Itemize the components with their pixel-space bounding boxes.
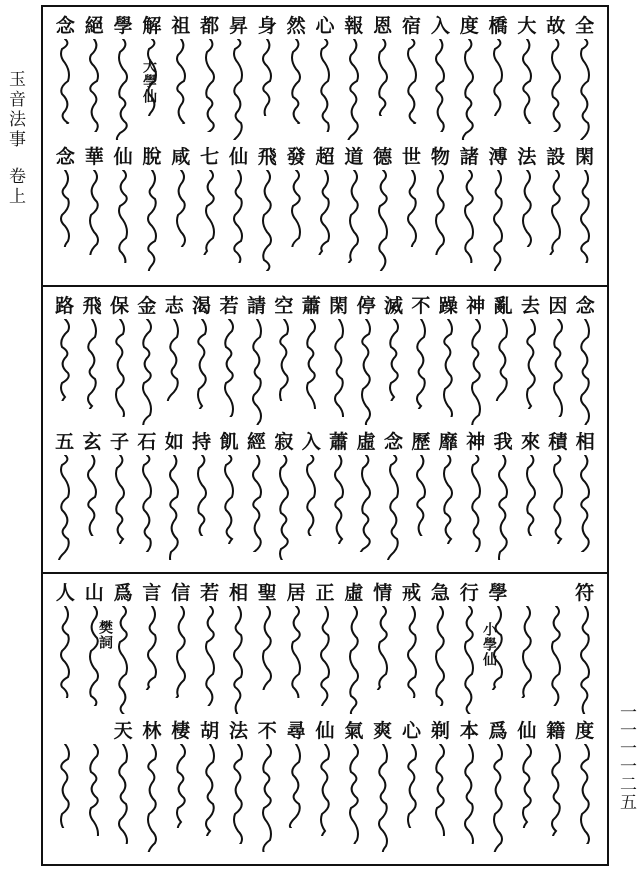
neume-mark — [356, 319, 376, 425]
neume-mark — [55, 606, 75, 698]
lyric-character: 度 — [575, 720, 595, 742]
lyric-character: 停 — [356, 295, 376, 317]
notation-column — [400, 582, 424, 858]
notation-column — [515, 15, 539, 277]
lyric-character: 法 — [517, 146, 537, 168]
lyric-character: 經 — [246, 430, 266, 453]
lyric-character: 念 — [55, 146, 75, 168]
lyric-character: 念 — [383, 430, 403, 453]
lyric-character: 脫 — [142, 146, 162, 168]
neume-mark — [137, 455, 157, 553]
neume-mark — [257, 744, 277, 852]
neume-mark — [466, 455, 486, 553]
lyric-character: 蕭 — [329, 430, 349, 453]
notation-column — [111, 582, 135, 858]
lyric-character: 祖 — [171, 15, 191, 37]
neume-mark — [430, 744, 450, 836]
lyric-character: 亂 — [493, 295, 513, 317]
neume-mark — [171, 170, 191, 247]
lyric-character: 入 — [301, 430, 321, 453]
neume-mark — [384, 319, 404, 401]
neume-mark — [575, 455, 595, 553]
neume-mark — [402, 39, 422, 124]
lyric-character: 我 — [493, 430, 513, 453]
neume-mark — [411, 319, 431, 409]
neume-mark — [459, 744, 479, 844]
neume-mark — [488, 606, 508, 690]
notation-column — [111, 15, 135, 277]
neume-mark — [356, 455, 376, 553]
neume-mark — [459, 170, 479, 263]
neume-mark — [110, 455, 130, 545]
lyric-character: 都 — [200, 15, 220, 37]
neume-mark — [402, 606, 422, 698]
neume-mark — [430, 606, 450, 706]
lyric-character: 石 — [137, 430, 157, 453]
notation-column — [82, 15, 106, 277]
neume-mark — [546, 170, 566, 255]
lyric-character: 心 — [402, 720, 422, 742]
neume-mark — [113, 744, 133, 844]
notation-column — [573, 582, 597, 858]
lyric-character: 本 — [459, 720, 479, 742]
neume-mark — [575, 39, 595, 140]
neume-mark — [257, 39, 277, 116]
lyric-character: 路 — [55, 295, 75, 317]
lyric-character: 棲 — [171, 720, 191, 742]
neume-mark — [459, 606, 479, 714]
lyric-character: 剃 — [430, 720, 450, 742]
lyric-character: 天 — [113, 720, 133, 742]
notation-column — [342, 582, 366, 858]
lyric-character: 急 — [430, 582, 450, 604]
neume-mark — [82, 455, 102, 537]
notation-column — [428, 15, 452, 277]
lyric-character: 學 — [488, 582, 508, 604]
lyric-character: 度 — [459, 15, 479, 37]
notation-column — [515, 582, 539, 858]
neume-mark — [142, 744, 162, 852]
margin-title — [6, 70, 23, 207]
neume-mark — [488, 744, 508, 852]
notation-column — [313, 15, 337, 277]
neume-mark — [438, 455, 458, 545]
notation-column — [53, 582, 77, 858]
lyric-character: 世 — [402, 146, 422, 168]
notation-column — [108, 295, 132, 566]
neume-mark — [286, 170, 306, 247]
neume-mark — [466, 319, 486, 425]
lyric-character: 積 — [548, 430, 568, 453]
neume-mark — [286, 39, 306, 124]
lyric-character: 戒 — [402, 582, 422, 604]
neume-mark — [315, 170, 335, 255]
lyric-character: 空 — [274, 295, 294, 317]
neume-mark — [344, 606, 364, 714]
neume-mark — [257, 606, 277, 690]
neume-mark — [488, 39, 508, 116]
lyric-character: 言 — [142, 582, 162, 604]
neume-mark — [228, 744, 248, 844]
neume-mark — [373, 170, 393, 271]
neume-mark — [517, 170, 537, 247]
neume-mark — [344, 39, 364, 140]
notation-column — [217, 295, 241, 566]
neume-mark — [546, 744, 566, 836]
neume-mark — [384, 455, 404, 561]
notation-column — [245, 295, 269, 566]
lyric-character: 飢 — [219, 430, 239, 453]
lyric-character: 仙 — [517, 720, 537, 742]
lyric-character: 寂 — [274, 430, 294, 453]
neume-mark — [488, 170, 508, 271]
lyric-character: 閑 — [575, 146, 595, 168]
lyric-character: 氣 — [344, 720, 364, 742]
neume-mark — [84, 39, 104, 132]
neume-mark — [200, 606, 220, 706]
lyric-character: 仙 — [113, 146, 133, 168]
notation-column — [491, 295, 515, 566]
lyric-character: 如 — [164, 430, 184, 453]
neume-mark — [546, 39, 566, 132]
page-frame — [41, 5, 609, 866]
neume-mark — [55, 455, 75, 561]
notation-column — [169, 15, 193, 277]
lyric-character: 人 — [55, 582, 75, 604]
lyric-character: 來 — [520, 430, 540, 453]
neume-mark — [329, 319, 349, 417]
notation-column — [519, 295, 543, 566]
lyric-character: 山 — [84, 582, 104, 604]
neume-mark — [521, 455, 541, 537]
lyric-character: 正 — [315, 582, 335, 604]
lyric-character: 居 — [286, 582, 306, 604]
lyric-character: 閑 — [329, 295, 349, 317]
notation-column — [544, 15, 568, 277]
lyric-character: 蕭 — [301, 295, 321, 317]
notation-column — [327, 295, 351, 566]
notation-column — [140, 15, 164, 277]
notation-column — [53, 15, 77, 277]
neume-mark — [228, 170, 248, 263]
neume-mark — [171, 606, 191, 698]
lyric-character: 虛 — [344, 582, 364, 604]
neume-mark — [373, 744, 393, 852]
lyric-character: 子 — [109, 430, 129, 453]
neume-mark — [192, 455, 212, 537]
neume-mark — [575, 170, 595, 263]
neume-mark — [84, 170, 104, 255]
lyric-character: 五 — [55, 430, 75, 453]
lyric-character: 靡 — [438, 430, 458, 453]
neume-mark — [84, 744, 104, 836]
notation-column — [371, 582, 395, 858]
notation-column — [284, 582, 308, 858]
lyric-character: 身 — [257, 15, 277, 37]
neume-mark — [493, 319, 513, 401]
notation-column — [409, 295, 433, 566]
lyric-character: 全 — [575, 15, 595, 37]
lyric-character: 華 — [84, 146, 104, 168]
lyric-character: 相 — [228, 582, 248, 604]
neume-mark — [548, 319, 568, 417]
neume-mark — [257, 170, 277, 271]
lyric-character: 宿 — [402, 15, 422, 37]
neume-mark — [575, 319, 595, 425]
notation-column — [486, 15, 510, 277]
neume-mark — [142, 606, 162, 690]
notation-column — [255, 582, 279, 858]
lyric-character: 神 — [466, 430, 486, 453]
neume-mark — [171, 744, 191, 828]
neume-mark — [192, 319, 212, 409]
notation-column — [53, 295, 77, 566]
lyric-character: 絕 — [84, 15, 104, 37]
lyric-character: 橋 — [488, 15, 508, 37]
notation-column — [457, 15, 481, 277]
lyric-character: 躁 — [438, 295, 458, 317]
neume-mark — [274, 455, 294, 561]
lyric-character: 相 — [575, 430, 595, 453]
section-header-upper: 大學仙 — [141, 59, 157, 104]
lyric-character: 請 — [246, 295, 266, 317]
lyric-character: 爲 — [113, 582, 133, 604]
neume-mark — [84, 606, 104, 706]
neume-mark — [402, 744, 422, 828]
notation-column — [272, 295, 296, 566]
neume-mark — [411, 455, 431, 537]
notation-column — [313, 582, 337, 858]
neume-mark — [228, 39, 248, 140]
lyric-character: 故 — [546, 15, 566, 37]
neume-mark — [329, 455, 349, 545]
lyric-character: 恩 — [373, 15, 393, 37]
neume-mark — [575, 744, 595, 844]
notation-column — [342, 15, 366, 277]
lyric-character: 符 — [575, 582, 595, 604]
lyric-character: 林 — [142, 720, 162, 742]
notation-column — [198, 15, 222, 277]
lyric-character: 滅 — [383, 295, 403, 317]
lyric-character: 籍 — [546, 720, 566, 742]
neume-mark — [438, 319, 458, 417]
notation-column — [284, 15, 308, 277]
notation-column — [464, 295, 488, 566]
notation-column — [457, 582, 481, 858]
lyric-character: 學 — [113, 15, 133, 37]
lyric-character: 胡 — [200, 720, 220, 742]
lyric-character: 飛 — [257, 146, 277, 168]
lyric-character: 心 — [315, 15, 335, 37]
lyric-character: 入 — [430, 15, 450, 37]
notation-column — [80, 295, 104, 566]
notation-column — [198, 582, 222, 858]
neume-mark — [301, 455, 321, 537]
neume-mark — [373, 606, 393, 690]
notation-column — [573, 295, 597, 566]
neume-mark — [315, 606, 335, 706]
notation-column — [140, 582, 164, 858]
lyric-character: 仙 — [228, 146, 248, 168]
lyric-character: 玄 — [82, 430, 102, 453]
volume-label: 卷上 — [5, 166, 25, 207]
lyric-character: 飛 — [82, 295, 102, 317]
neume-mark — [274, 319, 294, 401]
lyric-character: 諸 — [459, 146, 479, 168]
lyric-character: 七 — [200, 146, 220, 168]
notation-column — [299, 295, 323, 566]
neume-mark — [546, 606, 566, 706]
neume-mark — [402, 170, 422, 247]
lyric-character: 不 — [411, 295, 431, 317]
lyric-character: 情 — [373, 582, 393, 604]
neume-mark — [164, 455, 184, 561]
neume-mark — [430, 39, 450, 132]
lyric-character: 尋 — [286, 720, 306, 742]
notation-column — [382, 295, 406, 566]
neume-mark — [164, 319, 184, 401]
neume-mark — [200, 170, 220, 255]
neume-mark — [82, 319, 102, 409]
lyric-character: 大 — [517, 15, 537, 37]
neume-mark — [315, 39, 335, 132]
notation-column — [544, 582, 568, 858]
neume-mark — [110, 319, 130, 417]
notation-column — [371, 15, 395, 277]
notation-column — [573, 15, 597, 277]
neume-mark — [344, 170, 364, 263]
notation-column — [135, 295, 159, 566]
lyric-character: 發 — [286, 146, 306, 168]
lower-panel — [43, 572, 607, 864]
lyric-character: 仙 — [315, 720, 335, 742]
neume-mark — [315, 744, 335, 836]
neume-mark — [517, 744, 537, 828]
neume-mark — [247, 455, 267, 553]
notation-column — [428, 582, 452, 858]
lyric-character: 虛 — [356, 430, 376, 453]
neume-mark — [219, 455, 239, 545]
lyric-character: 道 — [344, 146, 364, 168]
section-header-lower-right: 小學仙 — [481, 622, 497, 667]
lyric-character: 因 — [548, 295, 568, 317]
neume-mark — [113, 606, 133, 714]
neume-mark — [55, 319, 75, 401]
neume-mark — [228, 606, 248, 714]
lyric-character: 法 — [228, 720, 248, 742]
neume-mark — [55, 170, 75, 247]
lyric-character: 神 — [466, 295, 486, 317]
neume-mark — [286, 744, 306, 828]
notation-column — [226, 15, 250, 277]
neume-mark — [517, 39, 537, 124]
neume-mark — [521, 319, 541, 409]
lyric-character: 歷 — [411, 430, 431, 453]
lyric-character: 念 — [55, 15, 75, 37]
notation-column — [436, 295, 460, 566]
notation-column — [255, 15, 279, 277]
neume-mark — [113, 170, 133, 263]
neume-mark — [200, 39, 220, 132]
lyric-character: 設 — [546, 146, 566, 168]
lyric-character: 行 — [459, 582, 479, 604]
lyric-character: 溥 — [488, 146, 508, 168]
lyric-character: 志 — [164, 295, 184, 317]
neume-mark — [493, 455, 513, 561]
page-number: 一一一一二五 — [616, 703, 636, 811]
book-title: 玉音法事 — [5, 70, 25, 150]
neume-mark — [171, 39, 191, 124]
middle-panel — [43, 285, 607, 572]
neume-mark — [548, 455, 568, 545]
neume-mark — [142, 39, 162, 116]
lyric-character: 德 — [373, 146, 393, 168]
upper-panel — [43, 7, 607, 285]
lyric-character: 持 — [192, 430, 212, 453]
lyric-character: 咸 — [171, 146, 191, 168]
lyric-character: 報 — [344, 15, 364, 37]
neume-mark — [142, 170, 162, 271]
notation-column — [190, 295, 214, 566]
lyric-character: 信 — [171, 582, 191, 604]
lyric-character: 昇 — [228, 15, 248, 37]
lyric-character: 解 — [142, 15, 162, 37]
neume-mark — [113, 39, 133, 140]
notation-column — [169, 582, 193, 858]
lyric-character: 金 — [137, 295, 157, 317]
notation-column — [162, 295, 186, 566]
notation-column — [82, 582, 106, 858]
neume-mark — [55, 39, 75, 124]
neume-mark — [219, 319, 239, 417]
notation-column — [354, 295, 378, 566]
lyric-character: 聖 — [257, 582, 277, 604]
notation-column — [226, 582, 250, 858]
lyric-character: 渴 — [192, 295, 212, 317]
lyric-character: 若 — [200, 582, 220, 604]
lyric-character: 保 — [109, 295, 129, 317]
neume-mark — [247, 319, 267, 425]
lyric-character: 然 — [286, 15, 306, 37]
lyric-character: 爲 — [488, 720, 508, 742]
neume-mark — [344, 744, 364, 844]
lyric-character: 若 — [219, 295, 239, 317]
notation-column — [400, 15, 424, 277]
neume-mark — [286, 606, 306, 698]
neume-mark — [137, 319, 157, 425]
lyric-character: 物 — [430, 146, 450, 168]
section-header-lower-left: 樊詞 — [97, 620, 113, 650]
neume-mark — [373, 39, 393, 116]
neume-mark — [459, 39, 479, 140]
neume-mark — [575, 606, 595, 714]
notation-column — [546, 295, 570, 566]
notation-column — [486, 582, 510, 858]
neume-mark — [430, 170, 450, 255]
neume-mark — [55, 744, 75, 828]
neume-mark — [301, 319, 321, 409]
lyric-character: 爽 — [373, 720, 393, 742]
lyric-character: 不 — [257, 720, 277, 742]
lyric-character: 去 — [520, 295, 540, 317]
neume-mark — [200, 744, 220, 836]
neume-mark — [517, 606, 537, 698]
lyric-character: 念 — [575, 295, 595, 317]
lyric-character: 超 — [315, 146, 335, 168]
